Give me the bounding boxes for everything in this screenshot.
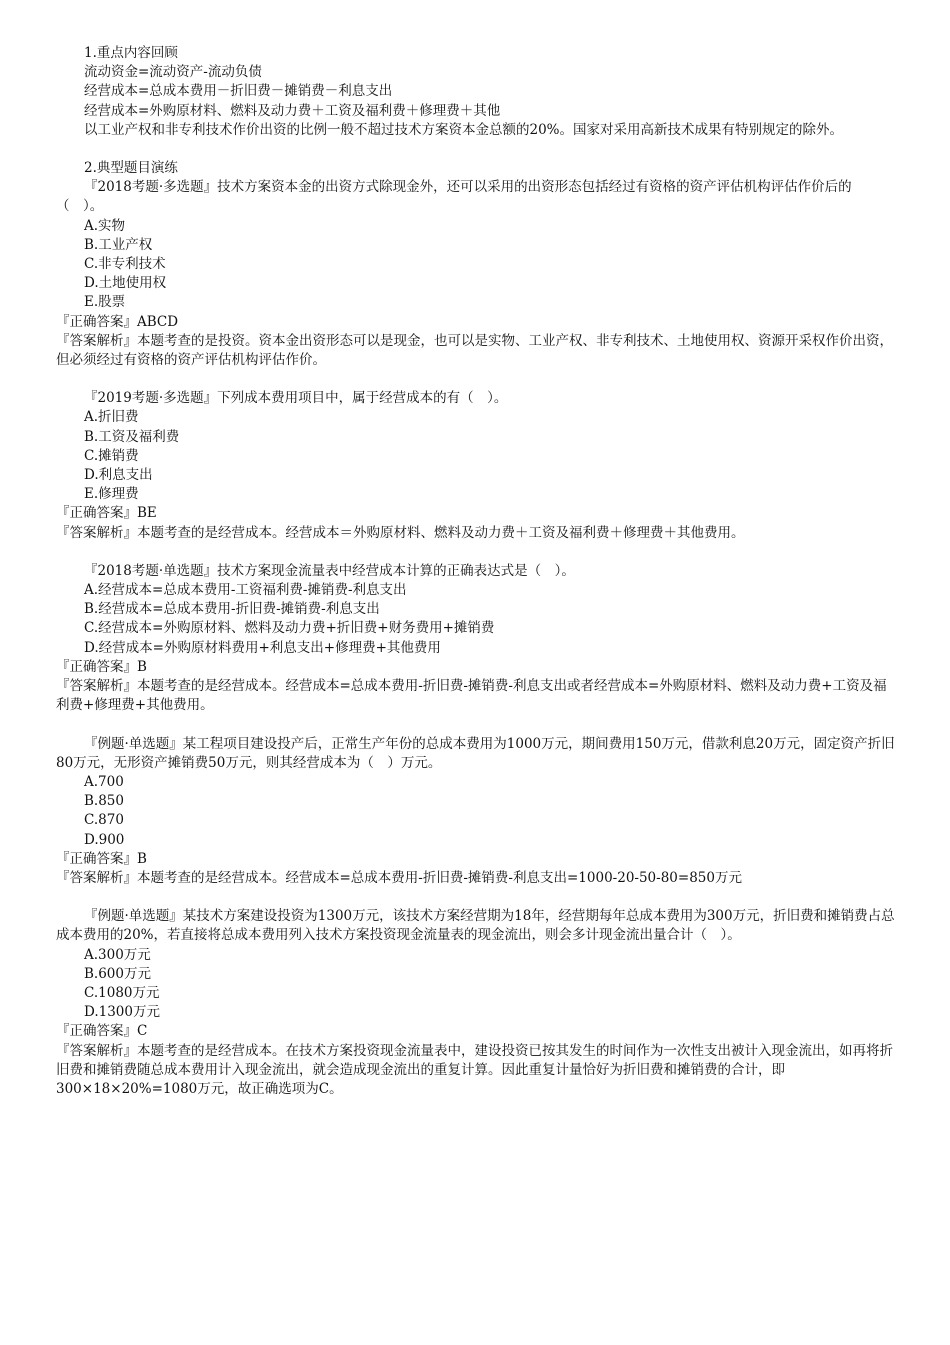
document-page	[56, 44, 896, 1099]
review-paragraph: 以工业产权和非专利技术作价出资的比例一般不超过技术方案资本金总额的20%。国家对采用高新技术成果有特别规定的除外。	[84, 121, 844, 138]
question-option: A.300万元	[84, 946, 151, 963]
answer-analysis: 『答案解析』本题考查的是经营成本。在技术方案投资现金流量表中，建设投资已按其发生的时间作为一次性支出被计入现金流出，如再将折旧费和摊销费随总成本费用计入现金流出，就会造成现金流出的重复计算。因此重复计量恰好为折旧费和摊销费的合计，即300×18×20%=1080万元，故正确选项为C。	[56, 1042, 893, 1097]
question-1	[56, 178, 896, 370]
review-heading: 1.重点内容回顾	[84, 45, 178, 61]
answer-analysis: 『答案解析』本题考查的是经营成本。经营成本=总成本费用-折旧费-摊销费-利息支出=1000-20-50-80=850万元	[56, 869, 742, 886]
answer-analysis: 『答案解析』本题考查的是经营成本。经营成本＝外购原材料、燃料及动力费＋工资及福利费＋修理费＋其他费用。	[56, 524, 745, 541]
question-option: B.600万元	[84, 965, 151, 982]
review-section	[56, 44, 896, 140]
spacer	[56, 370, 896, 389]
question-option: D.900	[84, 831, 125, 848]
correct-answer: 『正确答案』B	[56, 658, 147, 675]
question-option: D.经营成本=外购原材料费用+利息支出+修理费+其他费用	[84, 639, 441, 656]
question-3	[56, 562, 896, 716]
question-option: A.经营成本=总成本费用-工资福利费-摊销费-利息支出	[84, 582, 407, 599]
question-stem: 『2018考题·单选题』技术方案现金流量表中经营成本计算的正确表达式是（ ）。	[84, 562, 575, 579]
question-stem: 『例题·单选题』某技术方案建设投资为1300万元，该技术方案经营期为18年，经营期每年总成本费用为300万元，折旧费和摊销费占总成本费用的20%，若直接将总成本费用列入技术方案投资现金流量表的现金流出，则会多计现金流出量合计（ ）。	[56, 908, 895, 944]
question-option: C.非专利技术	[84, 256, 166, 273]
question-option: C.经营成本=外购原材料、燃料及动力费+折旧费+财务费用+摊销费	[84, 620, 495, 637]
practice-heading: 2.典型题目演练	[84, 160, 178, 177]
review-line: 经营成本=总成本费用－折旧费－摊销费－利息支出	[84, 83, 393, 100]
question-stem: 『例题·单选题』某工程项目建设投产后，正常生产年份的总成本费用为1000万元，期间费用150万元，借款利息20万元，固定资产折旧80万元，无形资产摊销费50万元，则其经营成本为（ ）万元。	[56, 735, 895, 771]
question-stem: 『2019考题·多选题』下列成本费用项目中，属于经营成本的有（ ）。	[84, 390, 508, 407]
question-option: D.土地使用权	[84, 275, 167, 292]
question-option: B.经营成本=总成本费用-折旧费-摊销费-利息支出	[84, 601, 380, 618]
spacer	[56, 888, 896, 907]
question-option: B.850	[84, 793, 124, 810]
question-option: D.利息支出	[84, 467, 153, 484]
correct-answer: 『正确答案』C	[56, 1023, 148, 1040]
correct-answer: 『正确答案』BE	[56, 505, 157, 522]
spacer	[56, 543, 896, 562]
question-option: A.实物	[84, 217, 126, 234]
spacer	[56, 716, 896, 735]
question-option: C.1080万元	[84, 984, 160, 1001]
question-option: E.股票	[84, 294, 126, 311]
question-option: B.工资及福利费	[84, 428, 180, 445]
question-option: E.修理费	[84, 486, 139, 503]
question-option: B.工业产权	[84, 236, 153, 253]
question-option: A.折旧费	[84, 409, 139, 426]
question-option: C.摊销费	[84, 447, 139, 464]
review-line: 流动资金=流动资产-流动负债	[84, 64, 262, 81]
answer-analysis: 『答案解析』本题考查的是投资。资本金出资形态可以是现金，也可以是实物、工业产权、非专利技术、土地使用权、资源开采权作价出资，但必须经过有资格的资产评估机构评估作价。	[56, 332, 893, 369]
question-option: D.1300万元	[84, 1004, 160, 1021]
question-option: C.870	[84, 812, 124, 829]
correct-answer: 『正确答案』ABCD	[56, 313, 179, 330]
question-4	[56, 735, 896, 889]
question-5	[56, 907, 896, 1099]
question-stem: 『2018考题·多选题』技术方案资本金的出资方式除现金外，还可以采用的出资形态包括经过有资格的资产评估机构评估作价后的（ ）。	[56, 179, 852, 215]
question-option: A.700	[84, 773, 124, 790]
review-line: 经营成本=外购原材料、燃料及动力费＋工资及福利费＋修理费＋其他	[84, 102, 501, 119]
answer-analysis: 『答案解析』本题考查的是经营成本。经营成本=总成本费用-折旧费-摊销费-利息支出或者经营成本=外购原材料、燃料及动力费+工资及福利费+修理费+其他费用。	[56, 678, 887, 714]
spacer	[56, 140, 896, 159]
correct-answer: 『正确答案』B	[56, 850, 147, 867]
question-2	[56, 389, 896, 543]
